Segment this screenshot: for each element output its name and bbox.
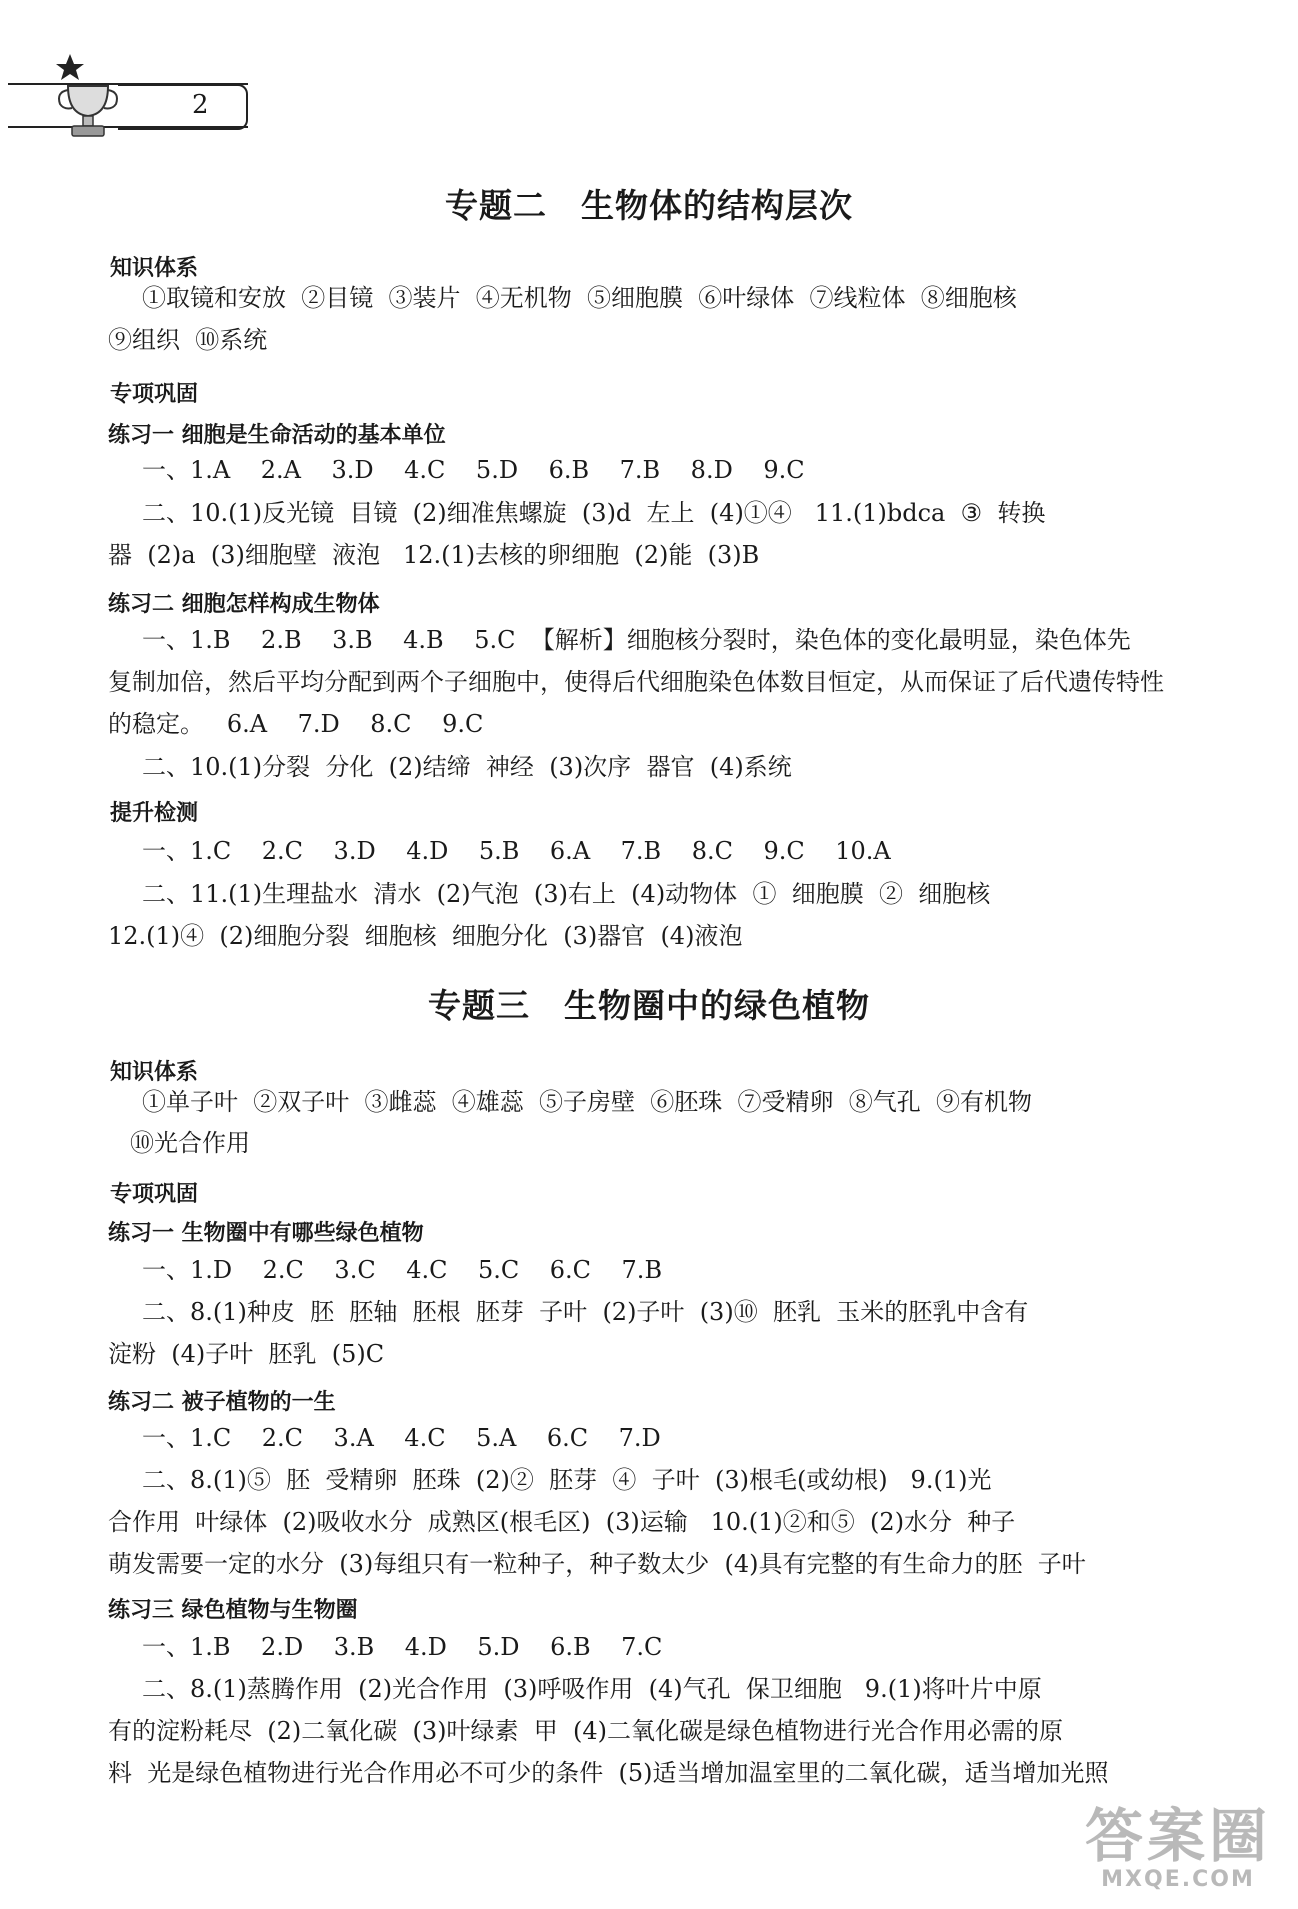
answer-line: 二、10.(1)分裂 分化 (2)结缔 神经 (3)次序 器官 (4)系统 [142, 753, 792, 781]
answer-line: 淀粉 (4)子叶 胚乳 (5)C [108, 1340, 385, 1368]
topic3-exercise1-heading: 练习一 生物圈中有哪些绿色植物 [108, 1221, 424, 1246]
answer-line: 萌发需要一定的水分 (3)每组只有一粒种子，种子数太少 (4)具有完整的有生命力的胚 子叶 [108, 1550, 1086, 1578]
answer-line: 二、8.(1)蒸腾作用 (2)光合作用 (3)呼吸作用 (4)气孔 保卫细胞 9.(1)将叶片中原 [142, 1675, 1042, 1703]
topic3-title [0, 980, 1298, 1027]
topic3-title-text: 生物圈中的绿色植物 [564, 986, 870, 1025]
topic2-knowledge-heading: 知识体系 [110, 256, 199, 281]
answer-line: 器 (2)a (3)细胞壁 液泡 12.(1)去核的卵细胞 (2)能 (3)B [108, 541, 760, 569]
topic3-knowledge-line: ①单子叶 ②双子叶 ③雌蕊 ④雄蕊 ⑤子房壁 ⑥胚珠 ⑦受精卵 ⑧气孔 ⑨有机物 [142, 1088, 1033, 1116]
answer-line: 合作用 叶绿体 (2)吸收水分 成熟区(根毛区) (3)运输 10.(1)②和⑤ (2)水分 种子 [108, 1508, 1016, 1536]
topic2-title-number: 专题二 [445, 186, 547, 225]
topic2-exercise1-heading: 练习一 细胞是生命活动的基本单位 [108, 423, 446, 448]
page-number: 2 [192, 90, 209, 120]
topic2-exercise2-heading: 练习二 细胞怎样构成生物体 [108, 592, 380, 617]
topic2-title-text: 生物体的结构层次 [581, 186, 853, 225]
answer-line: 一、1.D 2.C 3.C 4.C 5.C 6.C 7.B [142, 1256, 663, 1284]
answer-line: 一、1.B 2.D 3.B 4.D 5.D 6.B 7.C [142, 1633, 663, 1661]
answer-line: 二、11.(1)生理盐水 清水 (2)气泡 (3)右上 (4)动物体 ① 细胞膜 ② 细胞核 [142, 880, 991, 908]
answer-line: 二、8.(1)种皮 胚 胚轴 胚根 胚芽 子叶 (2)子叶 (3)⑩ 胚乳 玉米的胚乳中含有 [142, 1298, 1029, 1326]
topic2-consolidation-heading: 专项巩固 [110, 382, 199, 407]
page-number-box [118, 84, 248, 130]
answer-line: 料 光是绿色植物进行光合作用必不可少的条件 (5)适当增加温室里的二氧化碳，适当增加光照 [108, 1759, 1109, 1787]
topic3-knowledge-line: ⑩光合作用 [130, 1129, 250, 1157]
answer-line: 的稳定。 6.A 7.D 8.C 9.C [108, 710, 484, 738]
answer-line: 二、10.(1)反光镜 目镜 (2)细准焦螺旋 (3)d 左上 (4)①④ 11.(1)bdca ③ 转换 [142, 499, 1046, 527]
answer-line: 一、1.C 2.C 3.D 4.D 5.B 6.A 7.B 8.C 9.C 10.A [142, 837, 891, 865]
topic2-knowledge-line: ⑨组织 ⑩系统 [108, 326, 268, 354]
answer-line: 复制加倍，然后平均分配到两个子细胞中，使得后代细胞染色体数目恒定，从而保证了后代遗传特性 [108, 668, 1164, 696]
topic3-knowledge-heading: 知识体系 [110, 1060, 199, 1085]
watermark-logo [1078, 1802, 1278, 1895]
watermark-url: MXQE.COM [1101, 1867, 1255, 1892]
trophy-icon [48, 50, 128, 140]
topic2-knowledge-line: ①取镜和安放 ②目镜 ③装片 ④无机物 ⑤细胞膜 ⑥叶绿体 ⑦线粒体 ⑧细胞核 [142, 284, 1017, 312]
answer-line: 二、8.(1)⑤ 胚 受精卵 胚珠 (2)② 胚芽 ④ 子叶 (3)根毛(或幼根) 9.(1)光 [142, 1466, 992, 1494]
topic2-title [0, 180, 1298, 227]
topic3-exercise2-heading: 练习二 被子植物的一生 [108, 1390, 336, 1415]
topic2-upgrade-heading: 提升检测 [110, 801, 199, 826]
topic3-title-number: 专题三 [428, 986, 530, 1025]
answer-line: 有的淀粉耗尽 (2)二氧化碳 (3)叶绿素 甲 (4)二氧化碳是绿色植物进行光合作用必需的原 [108, 1717, 1064, 1745]
watermark-text: 答案圈 [1084, 1802, 1271, 1870]
topic3-consolidation-heading: 专项巩固 [110, 1182, 199, 1207]
answer-line: 一、1.A 2.A 3.D 4.C 5.D 6.B 7.B 8.D 9.C [142, 456, 805, 484]
answer-line: 一、1.C 2.C 3.A 4.C 5.A 6.C 7.D [142, 1424, 661, 1452]
topic3-exercise3-heading: 练习三 绿色植物与生物圈 [108, 1598, 358, 1623]
answer-line: 一、1.B 2.B 3.B 4.B 5.C 【解析】细胞核分裂时，染色体的变化最明显，染色体先 [142, 626, 1131, 654]
answer-line: 12.(1)④ (2)细胞分裂 细胞核 细胞分化 (3)器官 (4)液泡 [108, 922, 743, 950]
